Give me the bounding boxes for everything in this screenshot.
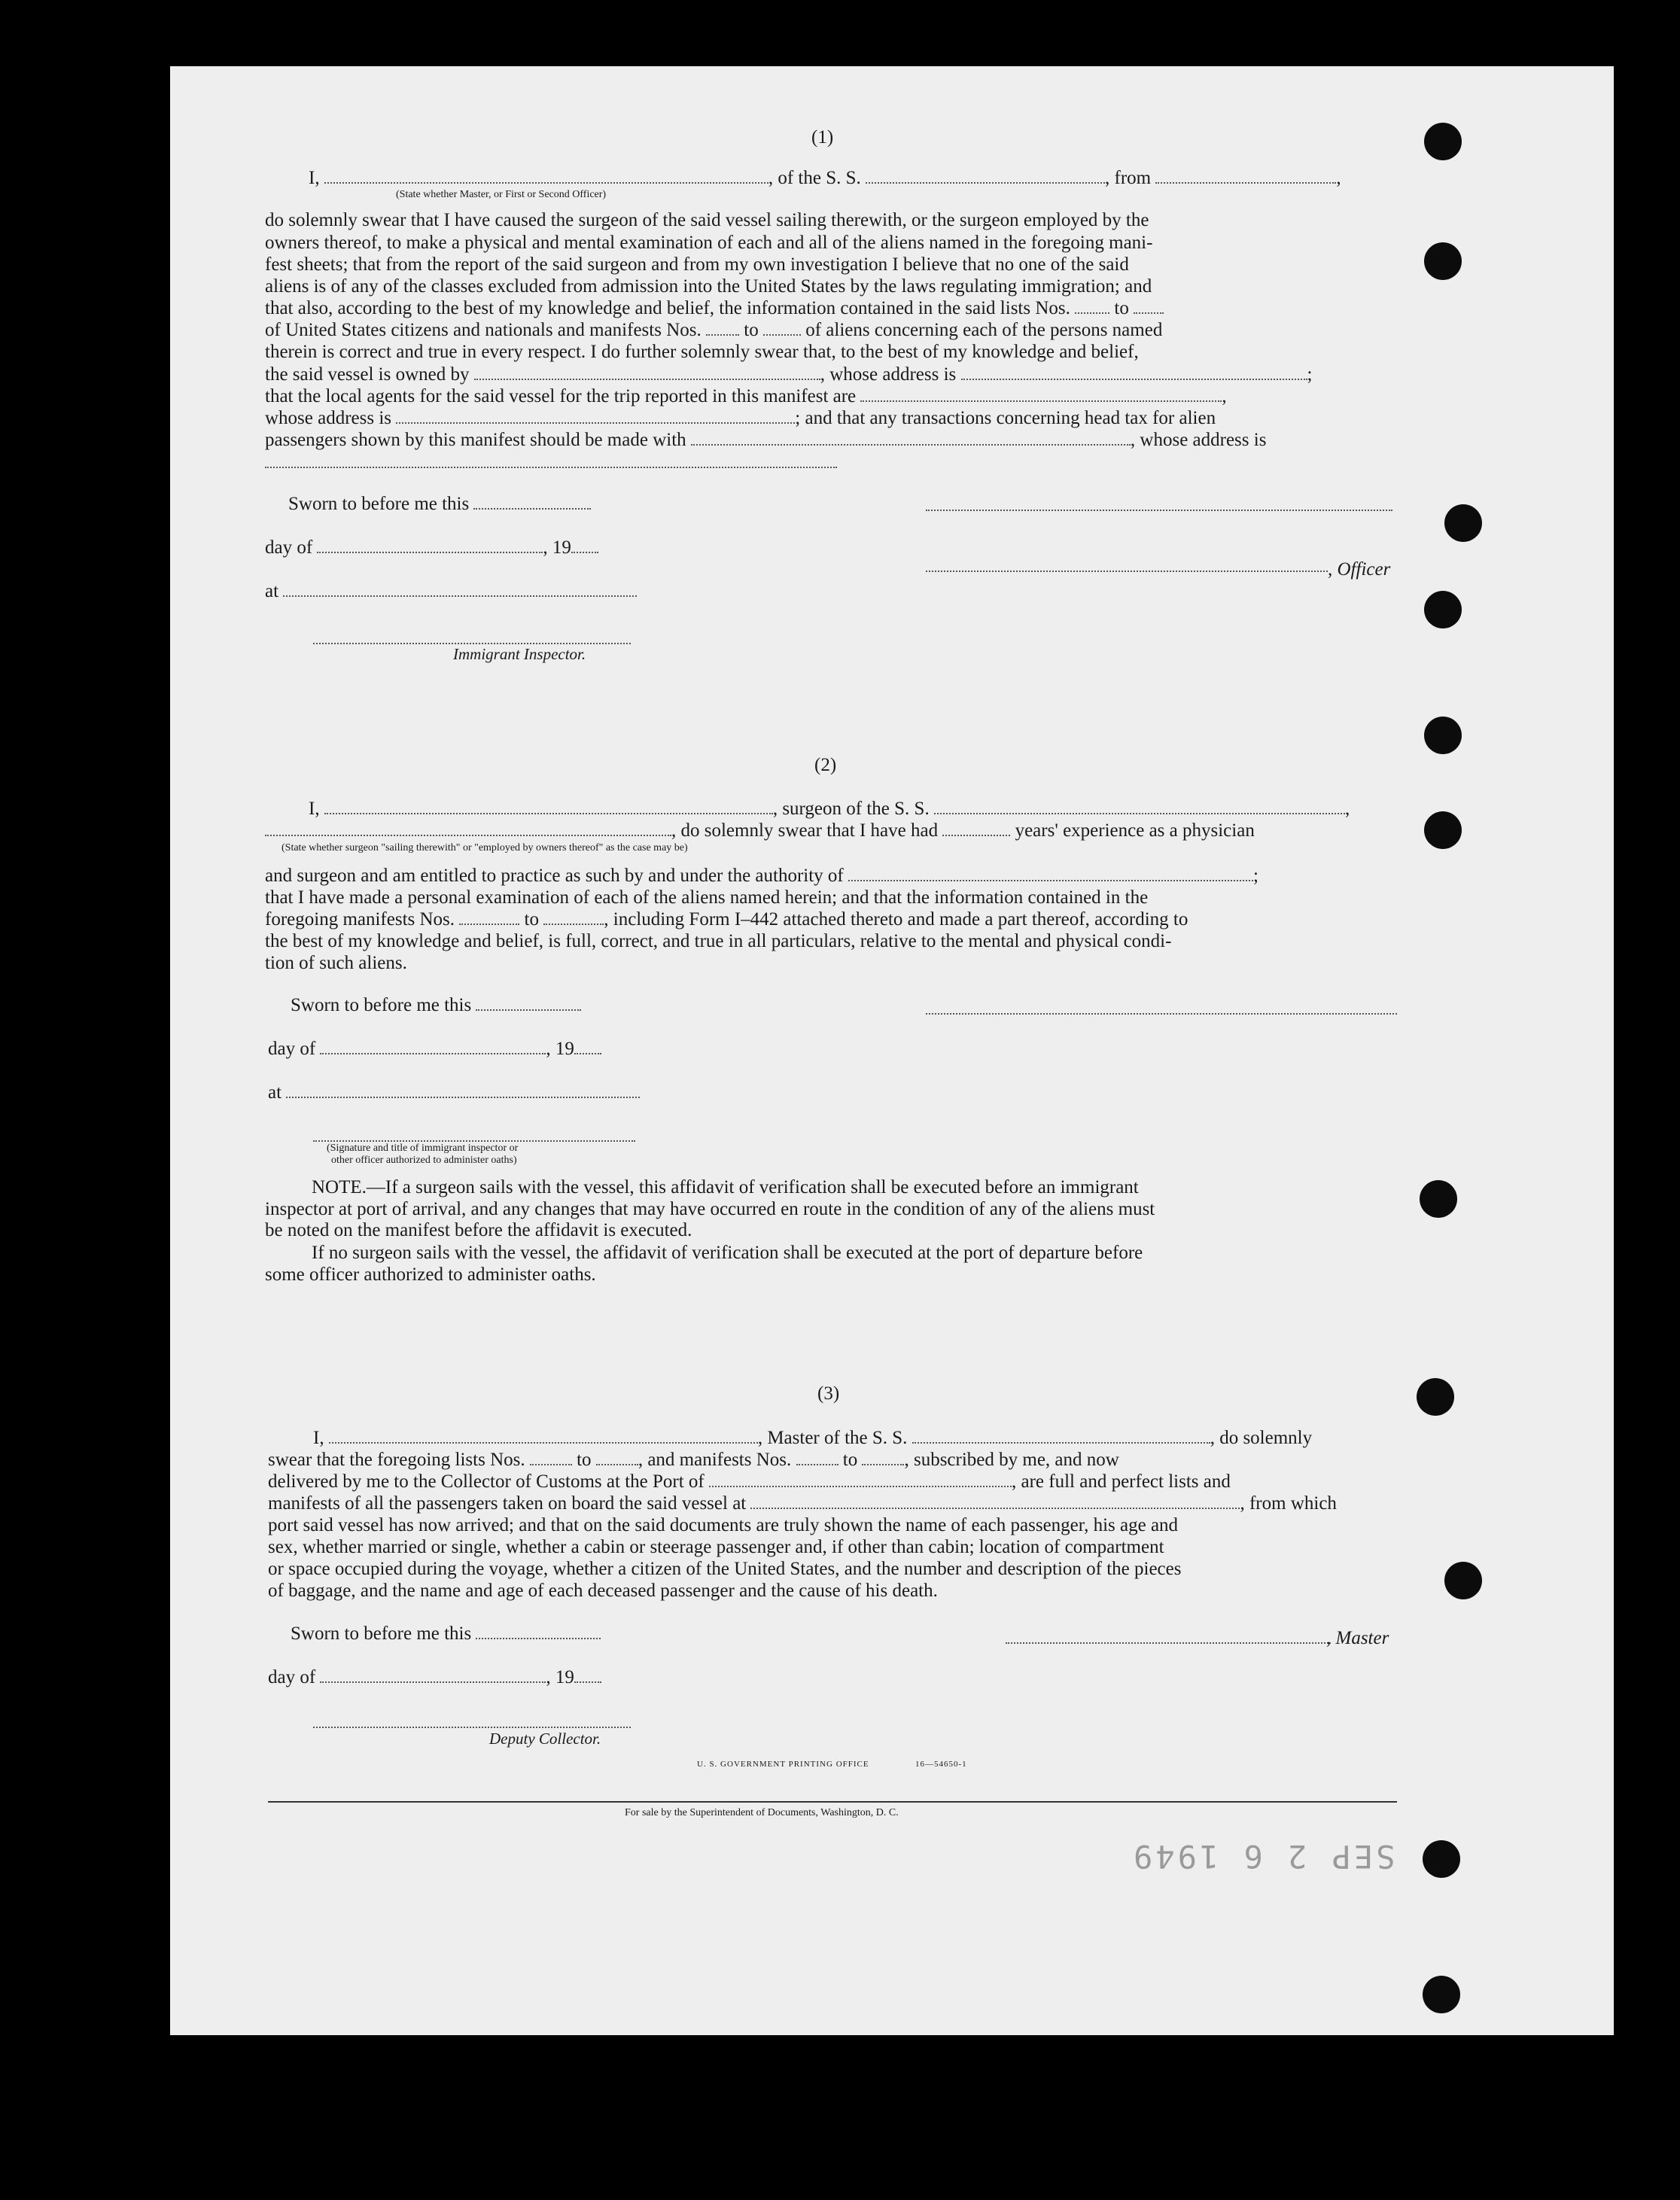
punch-hole <box>1424 717 1462 754</box>
officer-caption: (State whether Master, or First or Second Officer) <box>396 189 607 200</box>
punch-hole <box>1423 1840 1460 1878</box>
oath-line: I, , surgeon of the S. S. , <box>309 799 1350 819</box>
punch-hole <box>1444 504 1482 542</box>
signature-line <box>265 465 837 468</box>
inspector-signature-line <box>313 1139 635 1142</box>
sworn-label: Sworn to before me this <box>288 493 591 516</box>
oath-line: fest sheets; that from the report of the said surgeon and from my own investigation I believe that no one of the said <box>265 254 1129 275</box>
punch-hole <box>1417 1378 1454 1416</box>
oath-line: do solemnly swear that I have caused the surgeon of the said vessel sailing therewith, or the surgeon employed by the <box>265 210 1149 230</box>
date-stamp: SEP 2 6 1949 <box>1131 1838 1395 1875</box>
signature-caption: other officer authorized to administer oaths) <box>331 1155 517 1166</box>
oath-line: manifests of all the passengers taken on board the said vessel at , from which <box>268 1493 1337 1514</box>
surgeon-signature-line <box>926 1012 1397 1015</box>
sworn-label: Sworn to before me this <box>291 1623 601 1645</box>
manifest-page <box>170 66 1614 2035</box>
day-of-label: day of , 19 <box>268 1666 601 1689</box>
note-line: If no surgeon sails with the vessel, the affidavit of verification shall be executed at the port of departure before <box>312 1243 1143 1263</box>
master-label: , Master <box>1326 1628 1389 1648</box>
oath-line: that the local agents for the said vessel for the trip reported in this manifest are , <box>265 386 1227 406</box>
oath-line: therein is correct and true in every respect. I do further solemnly swear that, to the best of my knowledge and belief, <box>265 342 1139 362</box>
officer-signature-line <box>926 569 1328 572</box>
punch-hole <box>1424 811 1462 849</box>
oath-line: port said vessel has now arrived; and that on the said documents are truly shown the name of each passenger, his age and <box>268 1515 1179 1535</box>
oath-line: that I have made a personal examination of each of the aliens named herein; and that the information contained in the <box>265 887 1149 908</box>
punch-hole <box>1444 1562 1482 1599</box>
oath-line: or space occupied during the voyage, whether a citizen of the United States, and the number and description of the pieces <box>268 1559 1182 1579</box>
form-number: 16—54650-1 <box>915 1760 967 1769</box>
section-number: (2) <box>814 755 837 775</box>
note-line: NOTE.—If a surgeon sails with the vessel, this affidavit of verification shall be executed before an immigrant <box>312 1177 1139 1197</box>
oath-line: tion of such aliens. <box>265 953 407 973</box>
day-of-label: day of , 19 <box>265 537 598 559</box>
note-line: inspector at port of arrival, and any changes that may have occurred en route in the condition of any of the aliens must <box>265 1199 1155 1219</box>
oath-line: swear that the foregoing lists Nos. to , and manifests Nos. to , subscribed by me, and now <box>268 1450 1119 1470</box>
oath-line: I, , of the S. S. , from , <box>309 168 1341 188</box>
inspector-caption: Immigrant Inspector. <box>453 645 586 663</box>
oath-line: aliens is of any of the classes excluded from admission into the United States by the laws regulating immigration; and <box>265 276 1152 297</box>
section-number: (3) <box>817 1383 840 1404</box>
section-number: (1) <box>811 127 834 148</box>
oath-line: passengers shown by this manifest should be made with , whose address is <box>265 430 1267 450</box>
punch-hole <box>1424 123 1462 160</box>
oath-line: and surgeon and am entitled to practice as such by and under the authority of ; <box>265 866 1258 886</box>
sworn-label: Sworn to before me this <box>291 994 581 1017</box>
note-line: some officer authorized to administer oaths. <box>265 1264 596 1285</box>
oath-line: that also, according to the best of my knowledge and belief, the information contained in the said lists Nos. to <box>265 297 1164 320</box>
collector-caption: Deputy Collector. <box>489 1730 601 1748</box>
day-of-label: day of , 19 <box>268 1038 601 1060</box>
oath-line: the best of my knowledge and belief, is full, correct, and true in all particulars, relative to the mental and physical condi- <box>265 931 1172 951</box>
oath-line: sex, whether married or single, whether a cabin or steerage passenger and, if other than cabin; location of compartment <box>268 1537 1164 1557</box>
sale-notice: For sale by the Superintendent of Documents, Washington, D. C. <box>625 1807 899 1818</box>
officer-label: , Officer <box>1328 559 1391 580</box>
oath-line: of United States citizens and nationals and manifests Nos. to of aliens concerning each of the persons named <box>265 320 1163 340</box>
punch-hole <box>1420 1180 1457 1218</box>
punch-hole <box>1423 1976 1460 2013</box>
surgeon-caption: (State whether surgeon "sailing therewith" or "employed by owners thereof" as the case may be) <box>282 842 688 854</box>
officer-signature-line <box>926 508 1392 511</box>
at-label: at <box>265 580 637 603</box>
oath-line: of baggage, and the name and age of each deceased passenger and the cause of his death. <box>268 1581 938 1601</box>
punch-hole <box>1424 591 1462 628</box>
printing-office: U. S. GOVERNMENT PRINTING OFFICE <box>697 1760 869 1769</box>
oath-line: whose address is ; and that any transactions concerning head tax for alien <box>265 408 1216 428</box>
oath-line: delivered by me to the Collector of Customs at the Port of , are full and perfect lists and <box>268 1471 1231 1492</box>
at-label: at <box>268 1082 640 1104</box>
punch-hole <box>1424 242 1462 280</box>
oath-line: owners thereof, to make a physical and mental examination of each and all of the aliens named in the foregoing mani- <box>265 233 1153 253</box>
oath-line: the said vessel is owned by , whose address is ; <box>265 364 1313 385</box>
oath-line: , do solemnly swear that I have had years' experience as a physician <box>265 820 1255 842</box>
signature-caption: (Signature and title of immigrant inspector or <box>327 1143 519 1154</box>
oath-line: foregoing manifests Nos. to , including Form I–442 attached thereto and made a part thereof, according to <box>265 909 1188 930</box>
oath-line: I, , Master of the S. S. , do solemnly <box>313 1428 1313 1448</box>
note-line: be noted on the manifest before the affidavit is executed. <box>265 1220 692 1240</box>
footer-rule <box>268 1801 1397 1803</box>
master-signature-line <box>1006 1641 1331 1644</box>
